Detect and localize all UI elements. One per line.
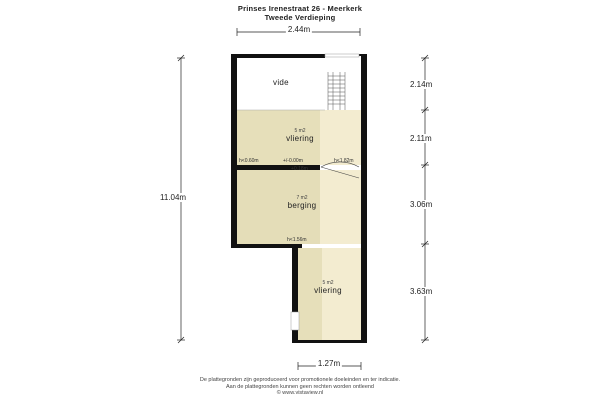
room-vliering-top-area: 5 m2 bbox=[294, 128, 306, 134]
berging-lightfloor bbox=[320, 170, 361, 244]
vliering-top-lightfloor bbox=[320, 110, 361, 165]
segment-1-label: 2.14m bbox=[410, 80, 433, 89]
bottom-width-label: 1.27m bbox=[317, 359, 341, 368]
room-berging-name: berging bbox=[287, 201, 317, 210]
disclaimer-line-2: Aan de plattegronden kunnen geen rechten worden ontleend bbox=[225, 383, 374, 390]
stair-area bbox=[325, 72, 361, 110]
room-berging-area: 7 m2 bbox=[296, 195, 308, 201]
disclaimer-line-1: De plattegronden zijn geproduceerd voor promotionele doeleinden en ter indicatie. bbox=[199, 377, 401, 383]
dimension-segments bbox=[421, 55, 429, 343]
room-vide-name: vide bbox=[273, 78, 289, 87]
room-vliering-bottom-area: 5 m2 bbox=[322, 280, 334, 286]
room-vliering-top-name: vliering bbox=[286, 134, 314, 143]
window-left bbox=[291, 312, 299, 330]
height-right-label: h<1.82m bbox=[334, 158, 354, 164]
segment-3-label: 3.06m bbox=[410, 200, 433, 209]
segment-2-label: 2.11m bbox=[410, 134, 432, 143]
room-vliering-bottom-name: vliering bbox=[314, 286, 342, 295]
height-mid-label: +/-0.00m bbox=[283, 158, 303, 164]
segment-4-label: 3.63m bbox=[410, 287, 433, 296]
copyright-line: © www.vistaview.nl bbox=[276, 390, 324, 396]
window-top bbox=[325, 54, 359, 57]
height-left-label: h<0.60m bbox=[239, 158, 259, 164]
total-height-label: 11.04m bbox=[160, 193, 187, 202]
top-width-label: 2.44m bbox=[287, 25, 311, 34]
plan-address: Prinses Irenestraat 26 - Meerkerk bbox=[237, 4, 363, 13]
plan-floor-title: Tweede Verdieping bbox=[264, 13, 336, 22]
step-height-label: +0.18m bbox=[291, 166, 308, 172]
berging-height-label: h<1.56m bbox=[287, 237, 307, 243]
